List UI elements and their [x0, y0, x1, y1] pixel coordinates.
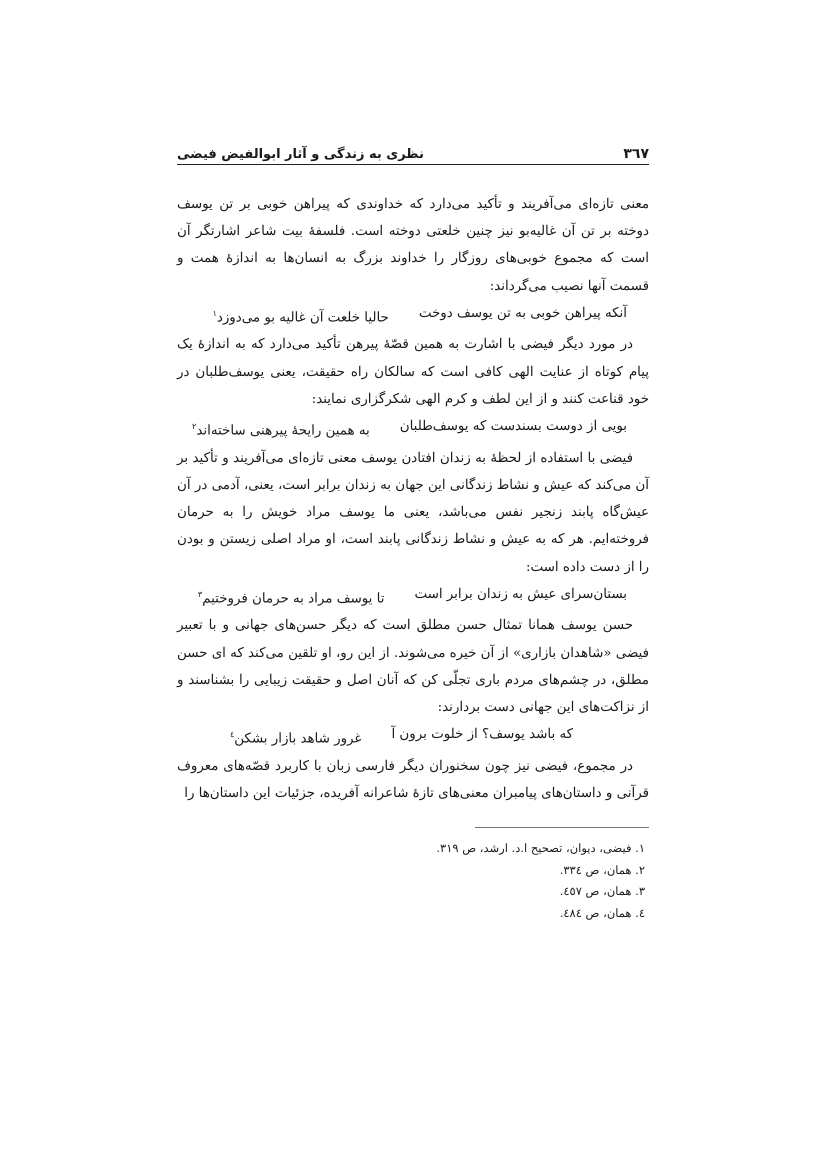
running-header: [177, 140, 649, 165]
verse-2-hemistich-2-text: به همین رایحهٔ پیرهنی ساخته‌اند: [196, 423, 370, 439]
footnote-divider: [475, 827, 649, 828]
verse-1-hemistich-2-text: حالیا خلعت آن غالیه بو می‌دوزد: [216, 310, 389, 326]
verse-3-hemistich-2: [198, 581, 385, 613]
paragraph-4: حسن یوسف همانا تمثال حسن مطلق است که دیگر حسن‌های جهانی و با تعبیر فیضی «شاهدان بازاری» از آن خیره می‌شوند. از این رو، او تلقین می‌کند که ای حسن مطلق، در چشم‌های مردم باری تجلّی کن که آنان اصل و حقیقت زیبایی را بشناسند و از نزاکت‌های این جهانی دست بردارند:: [177, 618, 649, 716]
footnotes: [177, 838, 649, 924]
footnote-2: ٢. همان، ص ٣٣٤.: [559, 862, 645, 877]
verse-4-hemistich-2-text: غرور شاهد بازار بشکن: [234, 731, 362, 747]
footnote-ref-2: ٢: [192, 422, 197, 432]
footnote-ref-3: ٣: [197, 589, 203, 599]
verse-2-hemistich-1: بویی از دوست بسندست که یوسف‌طلبان: [399, 419, 627, 435]
footnote-3: ٣. همان، ص ٤٥٧.: [559, 884, 645, 899]
footnote-4: ٤. همان، ص ٤٨٤.: [559, 905, 645, 920]
verse-4-hemistich-2: [230, 721, 362, 753]
footnote-ref-4: ٤: [229, 730, 235, 740]
verse-3-hemistich-2-text: تا یوسف مراد به حرمان فروختیم: [202, 591, 385, 607]
verse-3: [177, 581, 649, 613]
verse-3-hemistich-1: بستان‌سرای عیش به زندان برابر است: [414, 586, 627, 602]
verse-1: [177, 300, 649, 332]
verse-4: [177, 721, 649, 753]
paragraph-5: در مجموع، فیضی نیز چون سخنوران دیگر فارسی زبان با کاربرد قصّه‌های معروف قرآنی و داستان‌های پیامبران معنی‌های تازهٔ شاعرانه آفریده، جزئیات این داستان‌ها را: [177, 758, 649, 802]
verse-2-hemistich-2: [192, 413, 370, 445]
page-number: ٣٦٧: [623, 146, 649, 162]
verse-4-hemistich-1: که باشد یوسف؟ از خلوت برون آ: [391, 727, 573, 743]
main-text: [177, 191, 649, 807]
book-page: [177, 140, 649, 924]
footnote-1: ١. فیضی، دیوان، تصحیح ا.د. ارشد، ص ٣١٩.: [436, 841, 645, 856]
verse-1-hemistich-1: آنکه پیراهن خوبی به تن یوسف دوخت: [418, 305, 627, 321]
running-title: نظری به زندگی و آثار ابوالفیض فیضی: [177, 147, 424, 162]
paragraph-2: در مورد دیگر فیضی با اشارت به همین قصّهٔ پیرهن تأکید می‌دارد که به اندازهٔ یک پیام کوتاه از عنایت الهی کافی است که سالکان راه حقیقت، یعنی یوسف‌طلبان در خود قناعت کنند و از این لطف و کرم الهی شکرگزاری نمایند:: [177, 337, 649, 407]
footnote-ref-1: ١: [212, 308, 217, 318]
paragraph-3: فیضی با استفاده از لحظهٔ به زندان افتادن یوسف معنی تازه‌ای می‌آفریند و تأکید بر آن می‌کند که عیش و نشاط زندگانی این جهان به زندان برابر است، یعنی، آدمی در آن عیش‌گاه پابند زنجیر نفس می‌باشد، یعنی ما یوسف مراد خویش را به حرمان فروخته‌ایم. هر که به عیش و نشاط زندگانی پابند است، او مراد اصلی زیستن و بودن را از دست داده است:: [177, 450, 649, 575]
verse-2: [177, 413, 649, 445]
paragraph-1: معنی تازه‌ای می‌آفریند و تأکید می‌دارد که خداوندی که پیراهن خوبی بر تن یوسف دوخته بر تن آن غالیه‌بو نیز چنین خلعتی دوخته است. فلسفهٔ بیت شاعر اشارتگر آن است که مجموع خوبی‌های روزگار را خداوند بزرگ به انسان‌ها به اندازهٔ همت و قسمت آنها نصیب می‌گرداند:: [177, 197, 649, 294]
verse-1-hemistich-2: [213, 300, 389, 332]
